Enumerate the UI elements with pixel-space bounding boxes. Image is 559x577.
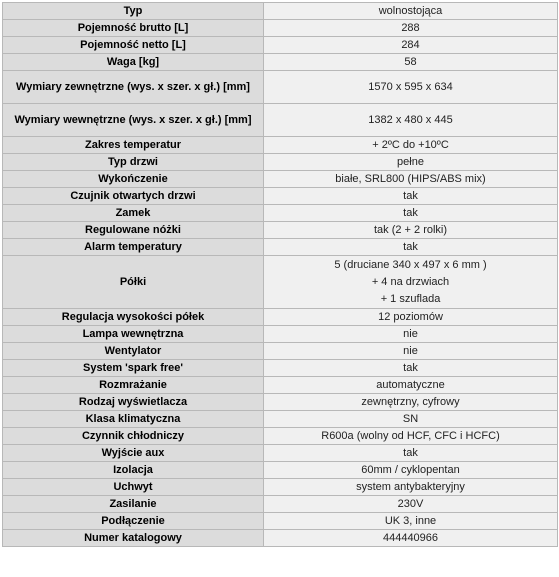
row-value: 1382 x 480 x 445 xyxy=(264,104,558,137)
row-value: UK 3, inne xyxy=(264,513,558,530)
row-label: Pojemność brutto [L] xyxy=(3,20,264,37)
row-label: Waga [kg] xyxy=(3,54,264,71)
row-label: Regulowane nóżki xyxy=(3,222,264,239)
row-label: Regulacja wysokości półek xyxy=(3,309,264,326)
row-label: Zamek xyxy=(3,205,264,222)
spec-table-body xyxy=(3,3,558,547)
row-value: tak xyxy=(264,188,558,205)
table-row xyxy=(3,530,558,547)
table-row xyxy=(3,104,558,137)
row-value: 60mm / cyklopentan xyxy=(264,462,558,479)
row-label: Typ xyxy=(3,3,264,20)
row-value: nie xyxy=(264,343,558,360)
row-value: 444440966 xyxy=(264,530,558,547)
row-label: Czynnik chłodniczy xyxy=(3,428,264,445)
table-row xyxy=(3,154,558,171)
row-label: Zakres temperatur xyxy=(3,137,264,154)
row-label: Rozmrażanie xyxy=(3,377,264,394)
table-row xyxy=(3,513,558,530)
table-row xyxy=(3,54,558,71)
table-row xyxy=(3,37,558,54)
table-row xyxy=(3,71,558,104)
row-value: 12 poziomów xyxy=(264,309,558,326)
table-row xyxy=(3,462,558,479)
spec-sheet xyxy=(2,2,557,547)
table-row xyxy=(3,171,558,188)
row-value: wolnostojąca xyxy=(264,3,558,20)
row-label: System 'spark free' xyxy=(3,360,264,377)
row-value: tak xyxy=(264,239,558,256)
table-row xyxy=(3,137,558,154)
row-label: Wentylator xyxy=(3,343,264,360)
row-value: 1570 x 595 x 634 xyxy=(264,71,558,104)
table-row xyxy=(3,479,558,496)
table-row xyxy=(3,360,558,377)
table-row xyxy=(3,445,558,462)
table-row xyxy=(3,496,558,513)
value-line: 5 (druciane 340 x 497 x 6 mm ) xyxy=(334,258,487,271)
row-label: Czujnik otwartych drzwi xyxy=(3,188,264,205)
row-label: Izolacja xyxy=(3,462,264,479)
row-value: 284 xyxy=(264,37,558,54)
row-value: tak xyxy=(264,205,558,222)
row-label: Wykończenie xyxy=(3,171,264,188)
row-value-multiline xyxy=(264,256,558,309)
row-label: Wyjście aux xyxy=(3,445,264,462)
row-label: Alarm temperatury xyxy=(3,239,264,256)
row-value: 288 xyxy=(264,20,558,37)
row-value: tak xyxy=(264,360,558,377)
table-row xyxy=(3,3,558,20)
row-value: zewnętrzny, cyfrowy xyxy=(264,394,558,411)
table-row xyxy=(3,343,558,360)
table-row xyxy=(3,309,558,326)
row-label: Wymiary zewnętrzne (wys. x szer. x gł.) [mm] xyxy=(3,71,264,104)
value-line: + 4 na drzwiach xyxy=(371,275,450,288)
table-row xyxy=(3,20,558,37)
table-row xyxy=(3,256,558,309)
table-row xyxy=(3,222,558,239)
table-row xyxy=(3,377,558,394)
row-label: Półki xyxy=(3,256,264,309)
table-row xyxy=(3,428,558,445)
row-value: 230V xyxy=(264,496,558,513)
table-row xyxy=(3,411,558,428)
row-value: + 2ºC do +10ºC xyxy=(264,137,558,154)
row-value: tak (2 + 2 rolki) xyxy=(264,222,558,239)
row-label: Lampa wewnętrzna xyxy=(3,326,264,343)
row-value: R600a (wolny od HCF, CFC i HCFC) xyxy=(264,428,558,445)
table-row xyxy=(3,394,558,411)
row-value: białe, SRL800 (HIPS/ABS mix) xyxy=(264,171,558,188)
row-value: automatyczne xyxy=(264,377,558,394)
row-value: tak xyxy=(264,445,558,462)
row-label: Uchwyt xyxy=(3,479,264,496)
row-value: nie xyxy=(264,326,558,343)
row-label: Pojemność netto [L] xyxy=(3,37,264,54)
row-label: Wymiary wewnętrzne (wys. x szer. x gł.) [mm] xyxy=(3,104,264,137)
row-value: pełne xyxy=(264,154,558,171)
row-label: Numer katalogowy xyxy=(3,530,264,547)
row-value: SN xyxy=(264,411,558,428)
row-label: Typ drzwi xyxy=(3,154,264,171)
row-label: Rodzaj wyświetlacza xyxy=(3,394,264,411)
table-row xyxy=(3,239,558,256)
row-value: system antybakteryjny xyxy=(264,479,558,496)
row-label: Klasa klimatyczna xyxy=(3,411,264,428)
row-value: 58 xyxy=(264,54,558,71)
row-label: Zasilanie xyxy=(3,496,264,513)
row-label: Podłączenie xyxy=(3,513,264,530)
table-row xyxy=(3,188,558,205)
table-row xyxy=(3,326,558,343)
spec-table xyxy=(2,2,558,547)
table-row xyxy=(3,205,558,222)
value-line: + 1 szuflada xyxy=(380,292,441,305)
